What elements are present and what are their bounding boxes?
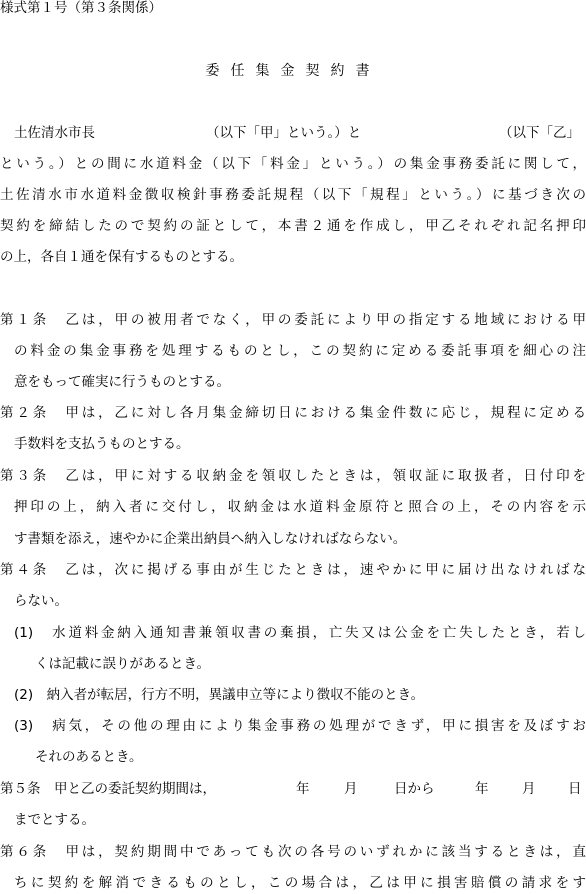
preamble-line-3: 土佐清水市水道料金徴収検針事務委託規程（以下「規程」という。）に基づき次の: [0, 187, 586, 203]
preamble-party-b-definition: （以下「乙」: [499, 125, 580, 141]
article-4-line-1: 第４条 乙は，次に掲げる事由が生じたときは，速やかに甲に届け出なければな: [0, 562, 586, 578]
article-5-line-2: までとする。: [14, 812, 95, 828]
article-2-line-1: 第２条 甲は，乙に対し各月集金締切日における集金件数に応じ，規程に定める: [0, 405, 586, 421]
preamble-party-a-definition: （以下「甲」という。）と: [206, 125, 362, 141]
form-label: 様式第１号（第３条関係）: [0, 0, 162, 16]
article-5-end-day: 日: [568, 781, 582, 797]
article-1-line-1: 第１条 乙は，甲の被用者でなく，甲の委託により甲の指定する地域における甲: [0, 312, 586, 328]
article-4-item-1-line-1: (1) 水道料金納入通知書兼領収書の棄損，亡失又は公金を亡失したとき，若し: [14, 625, 586, 641]
article-4-line-2: らない。: [14, 593, 68, 609]
article-3-line-2: 押印の上，納入者に交付し，収納金は水道料金原符と照合の上，その内容を示: [14, 499, 586, 515]
article-5-start-day: 日から: [394, 781, 435, 797]
document-title: 委任集金契約書: [205, 63, 381, 79]
article-5-end-month: 月: [522, 781, 536, 797]
preamble-line-5: の上，各自１通を保有するものとする。: [0, 249, 243, 265]
preamble-party-a: 土佐清水市長: [14, 125, 95, 141]
preamble-line-4: 契約を締結したので契約の証として，本書２通を作成し，甲乙それぞれ記名押印: [0, 218, 586, 234]
article-6-line-1: 第６条 甲は，契約期間中であっても次の各号のいずれかに該当するときは，直: [0, 844, 586, 860]
article-2-line-2: 手数料を支払うものとする。: [14, 436, 190, 452]
article-3-line-3: す書類を添え，速やかに企業出納員へ納入しなければならない。: [14, 531, 407, 547]
preamble-line-2: という。）との間に水道料金（以下「料金」という。）の集金事務委託に関して，: [0, 156, 586, 172]
article-5-start-month: 月: [344, 781, 358, 797]
article-1-line-3: 意をもって確実に行うものとする。: [14, 374, 230, 390]
article-6-line-2: ちに契約を解消できるものとし，この場合は，乙は甲に損害賠償の請求をす: [14, 875, 586, 891]
article-4-item-3-line-2: それのあるとき。: [35, 749, 143, 765]
article-4-item-1-line-2: くは記載に誤りがあるとき。: [35, 656, 210, 672]
article-1-line-2: の料金の集金事務を処理するものとし，この契約に定める委託事項を細心の注: [14, 343, 586, 359]
article-5-end-year: 年: [475, 781, 489, 797]
article-5-prefix: 第５条 甲と乙の委託契約期間は，: [0, 781, 216, 797]
article-5-start-year: 年: [296, 781, 310, 797]
article-4-item-2: (2) 納入者が転居，行方不明，異議申立等により徴収不能のとき。: [14, 687, 425, 703]
article-4-item-3-line-1: (3) 病気，その他の理由により集金事務の処理ができず，甲に損害を及ぼすお: [14, 718, 586, 734]
article-3-line-1: 第３条 乙は，甲に対する収納金を領収したときは，領収証に取扱者，日付印を: [0, 468, 586, 484]
